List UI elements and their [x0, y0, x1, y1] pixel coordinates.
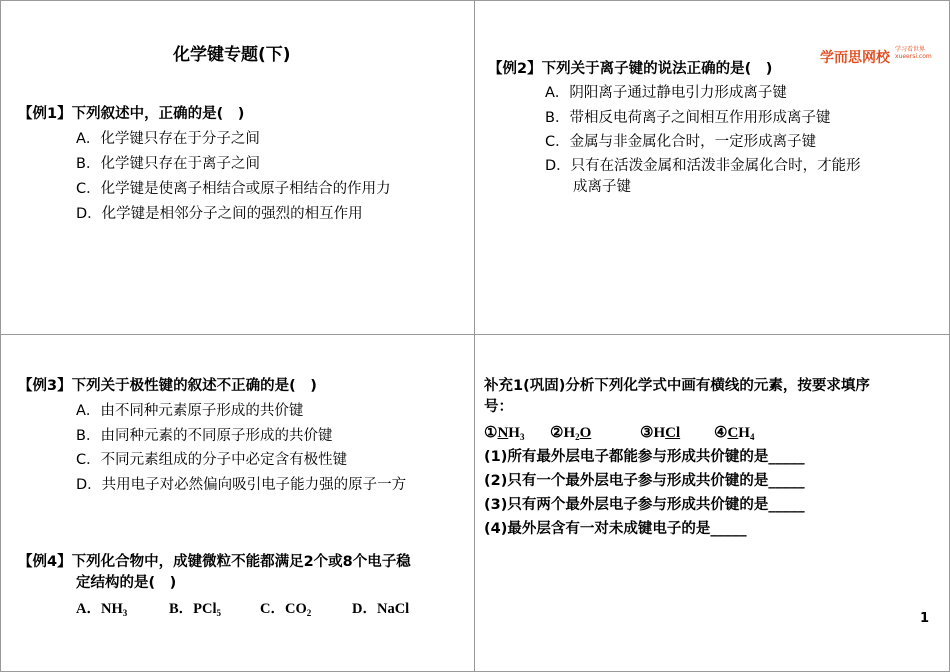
q4-option-c: C．$CO_2$	[260, 601, 312, 618]
horizontal-divider	[0, 334, 950, 335]
q2-option-c: C．金属与非金属化合时，一定形成离子键	[545, 134, 817, 150]
q3-option-c: C．不同元素组成的分子中必定含有极性键	[76, 452, 348, 468]
q4-option-a: A．$NH_3$	[76, 601, 128, 618]
q4-stem-cont: 定结构的是( )	[76, 575, 177, 591]
q1-option-a: A．化学键只存在于分子之间	[76, 131, 260, 147]
formula-ch4: $④CH_4$	[714, 425, 755, 442]
q3-option-d: D．共用电子对必然偏向吸引电子能力强的原子一方	[76, 477, 407, 493]
q1-option-c: C．化学键是使离子相结合或原子相结合的作用力	[76, 181, 391, 197]
vertical-divider	[474, 0, 475, 672]
supp-item-4: (4)最外层含有一对未成键电子的是_____	[484, 521, 747, 537]
logo-slogan: 学习看世界	[895, 46, 926, 53]
q3-option-b: B．由同种元素的不同原子形成的共价键	[76, 428, 333, 444]
q4-option-d: D．NaCl	[352, 601, 410, 617]
logo-domain: xueersi.com	[895, 53, 932, 60]
xueersi-logo: 学而思网校	[820, 50, 890, 66]
q2-option-b: B．带相反电荷离子之间相互作用形成离子键	[545, 110, 831, 126]
formula-h2o: $②H_2O$	[550, 425, 592, 442]
supp-stem: 补充1(巩固)分析下列化学式中画有横线的元素，按要求填序	[484, 378, 870, 394]
q4-stem: 【例4】下列化合物中，成键微粒不能都满足2个或8个电子稳	[18, 554, 411, 570]
q1-option-d: D．化学键是相邻分子之间的强烈的相互作用	[76, 206, 363, 222]
formula-hcl: ③HCl	[640, 425, 681, 441]
q3-stem: 【例3】下列关于极性键的叙述不正确的是( )	[18, 378, 317, 394]
q1-stem: 【例1】下列叙述中，正确的是( )	[18, 106, 245, 122]
q1-option-b: B．化学键只存在于离子之间	[76, 156, 260, 172]
page-number: 1	[920, 611, 930, 626]
supp-item-1: (1)所有最外层电子都能参与形成共价键的是_____	[484, 449, 805, 465]
supp-stem-cont: 号：	[484, 399, 513, 415]
q4-option-b: B．PCl$_5$	[169, 601, 222, 618]
supp-item-3: (3)只有两个最外层电子参与形成共价键的是_____	[484, 497, 805, 513]
q3-option-a: A．由不同种元素原子形成的共价键	[76, 403, 304, 419]
q2-option-d: D．只有在活泼金属和活泼非金属化合时，才能形	[545, 158, 861, 174]
page-title: 化学键专题(下)	[173, 45, 291, 65]
q2-option-a: A．阴阳离子通过静电引力形成离子键	[545, 85, 787, 101]
formula-nh3: $①NH_3$	[484, 425, 525, 442]
supp-item-2: (2)只有一个最外层电子参与形成共价键的是_____	[484, 473, 805, 489]
q2-stem: 【例2】下列关于离子键的说法正确的是( )	[488, 61, 773, 77]
logo-subtext	[895, 46, 932, 60]
q2-option-d-cont: 成离子键	[573, 179, 631, 195]
